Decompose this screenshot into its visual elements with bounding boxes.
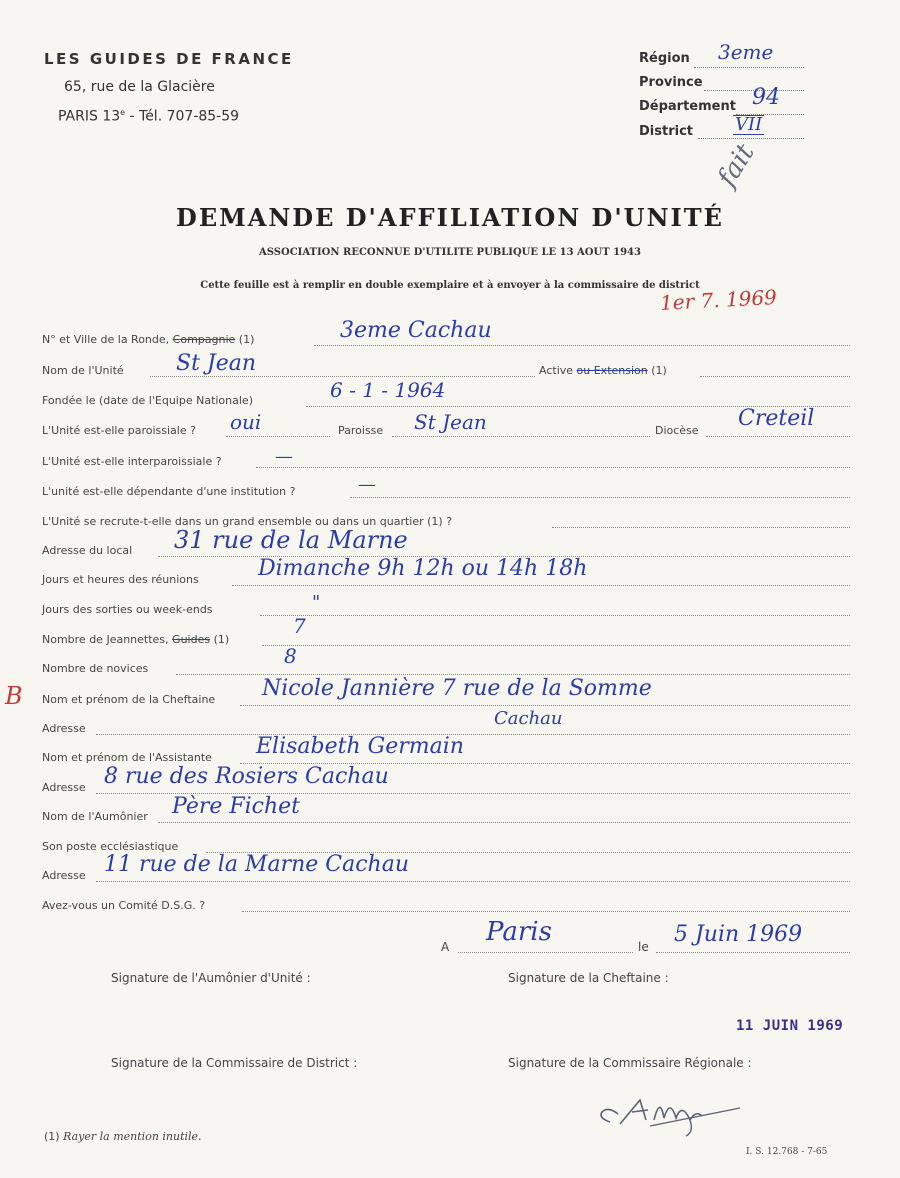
- adresse3-input[interactable]: 11 rue de la Marne Cachau: [104, 852, 409, 877]
- novices-input[interactable]: 8: [284, 644, 297, 668]
- signature-cheftaine-label: Signature de la Cheftaine :: [508, 971, 669, 985]
- document-reference: I. S. 12.768 - 7-65: [746, 1147, 828, 1157]
- assistante-label: Nom et prénom de l'Assistante: [42, 751, 212, 764]
- unite-label: Nom de l'Unité: [42, 364, 124, 377]
- region-value[interactable]: 3eme: [718, 40, 774, 64]
- institution-label: L'unité est-elle dépendante d'une institution ?: [42, 485, 296, 498]
- organization-name: LES GUIDES DE FRANCE: [44, 50, 294, 68]
- organization-address: 65, rue de la Glacière: [64, 79, 215, 95]
- cheftaine-input[interactable]: Nicole Jannière 7 rue de la Somme: [262, 676, 652, 701]
- departement-value[interactable]: 94: [752, 85, 780, 110]
- received-stamp: 11 JUIN 1969: [736, 1018, 844, 1034]
- recrute-label: L'Unité se recrute-t-elle dans un grand ensemble ou dans un quartier (1) ?: [42, 515, 453, 528]
- novices-label: Nombre de novices: [42, 662, 149, 675]
- jeannettes-input[interactable]: 7: [293, 614, 306, 638]
- assistante-input[interactable]: Elisabeth Germain: [256, 734, 464, 759]
- fondee-input[interactable]: 6 - 1 - 1964: [330, 378, 446, 402]
- paroisse-input[interactable]: St Jean: [414, 410, 487, 434]
- jeannettes-label: Nombre de Jeannettes, Guides (1): [42, 633, 230, 646]
- place-input[interactable]: Paris: [486, 917, 552, 947]
- province-label: Province: [639, 75, 703, 90]
- signature-drawing: [590, 1090, 750, 1140]
- sorties-input[interactable]: ": [312, 592, 321, 613]
- signature-cheftaine-field[interactable]: [688, 966, 838, 988]
- page-subtitle: ASSOCIATION RECONNUE D'UTILITE PUBLIQUE LE 13 AOUT 1943: [259, 247, 641, 258]
- adresse2-label: Adresse: [42, 781, 86, 794]
- departement-label: Département: [639, 99, 736, 114]
- place-label: A: [441, 940, 450, 954]
- fondee-label: Fondée le (date de l'Equipe Nationale): [42, 394, 253, 407]
- footnote: (1) Rayer la mention inutile.: [44, 1130, 202, 1143]
- signature-regionale-label: Signature de la Commissaire Régionale :: [508, 1056, 752, 1070]
- comite-label: Avez-vous un Comité D.S.G. ?: [42, 899, 206, 912]
- diocese-input[interactable]: Creteil: [738, 406, 815, 431]
- date-label: le: [638, 940, 649, 954]
- page-title: DEMANDE D'AFFILIATION D'UNITÉ: [176, 203, 724, 232]
- cheftaine-label: Nom et prénom de la Cheftaine: [42, 693, 216, 706]
- aumonier-label: Nom de l'Aumônier: [42, 810, 148, 823]
- adresse1-label: Adresse: [42, 722, 86, 735]
- diocese-label: Diocèse: [655, 424, 699, 437]
- instructions: Cette feuille est à remplir en double exemplaire et à envoyer à la commissaire de district: [200, 280, 700, 291]
- received-date-annotation: 1er 7. 1969: [659, 284, 778, 316]
- interparoissiale-label: L'Unité est-elle interparoissiale ?: [42, 455, 222, 468]
- jours-label: Jours et heures des réunions: [42, 573, 199, 586]
- sorties-label: Jours des sorties ou week-ends: [42, 603, 213, 616]
- aumonier-input[interactable]: Père Fichet: [172, 794, 301, 819]
- ronde-label: N° et Ville de la Ronde, Compagnie (1): [42, 333, 255, 346]
- poste-label: Son poste ecclésiastique: [42, 840, 179, 853]
- organization-city-phone: PARIS 13e - Tél. 707-85-59: [58, 108, 240, 125]
- adresse1-input[interactable]: Cachau: [494, 708, 563, 729]
- date-input[interactable]: 5 Juin 1969: [674, 922, 803, 947]
- paroissiale-label: L'Unité est-elle paroissiale ?: [42, 424, 196, 437]
- local-label: Adresse du local: [42, 544, 133, 557]
- unite-input[interactable]: St Jean: [176, 351, 257, 376]
- fait-annotation: fait: [712, 138, 761, 192]
- paroissiale-input[interactable]: oui: [230, 410, 262, 434]
- institution-input[interactable]: —: [358, 474, 376, 495]
- active-label: Active ou Extension (1): [539, 364, 667, 377]
- local-input[interactable]: 31 rue de la Marne: [174, 526, 408, 554]
- adresse2-input[interactable]: 8 rue des Rosiers Cachau: [104, 764, 389, 789]
- ronde-input[interactable]: 3eme Cachau: [340, 318, 492, 343]
- interparoissiale-input[interactable]: —: [275, 446, 293, 467]
- district-value[interactable]: VII: [735, 114, 763, 135]
- paroisse-label: Paroisse: [338, 424, 384, 437]
- margin-annotation: B: [5, 682, 23, 710]
- adresse3-label: Adresse: [42, 869, 86, 882]
- jours-input[interactable]: Dimanche 9h 12h ou 14h 18h: [258, 556, 588, 581]
- district-label: District: [639, 124, 693, 139]
- signature-aumonier-label: Signature de l'Aumônier d'Unité :: [111, 971, 311, 985]
- signature-district-label: Signature de la Commissaire de District :: [111, 1056, 358, 1070]
- region-label: Région: [639, 51, 690, 66]
